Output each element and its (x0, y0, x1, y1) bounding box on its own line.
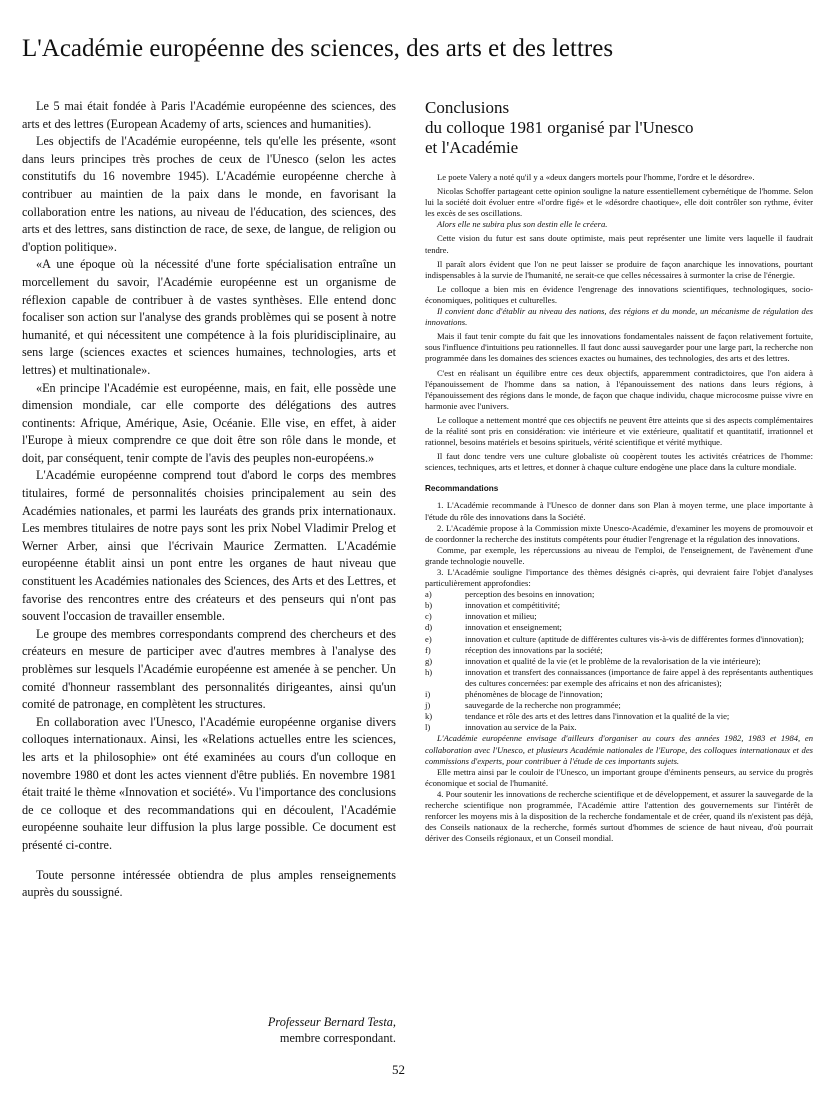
left-paragraph: «En principe l'Académie est européenne, mais, en fait, elle possède une dimension mondiale, car elle comporte des délégations des autres continents: Afrique, Amérique, Asie, Océanie. Elle vise, en effet, à aider l'Europe à mieux comprendre ce que doit être son rôle dans le monde, et doit, par conséquent, tenir compte de l'avis des peuples non-européens.» (22, 380, 396, 465)
list-item-letter: c) (425, 611, 432, 622)
signature (200, 1014, 396, 1046)
list-item-letter: b) (425, 600, 433, 611)
list-item (425, 667, 813, 689)
list-item-letter: d) (425, 622, 433, 633)
left-paragraph: L'Académie européenne comprend tout d'abord le corps des membres titulaires, formé de personnalités choisies principalement au sein des Académies nationales, et parmi les lauréats des grands prix internationaux. Les membres titulaires de notre pays sont les prix Nobel Vladimir Prelog et Werner Arber, ainsi que l'écrivain Maurice Zermatten. L'Académie européenne établit ainsi un pont entre les organes de haut niveau que constituent les Académies nationales des Sciences, des Arts et des Lettres, et favorise des rencontres entre des créateurs et des penseurs qui n'ont pas souvent l'occasion de travailler ensemble. (22, 468, 396, 624)
conclusions-paragraph: Alors elle ne subira plus son destin elle le créera. (437, 219, 608, 230)
conclusions-paragraph: Mais il faut tenir compte du fait que les innovations fondamentales naissent de façon relativement fortuite, sous l'influence d'intuitions peu rationnelles. Il faut donc aussi sauvegarder pour une large part, la recherche non programmée dans les domaines des sciences exactes ou humaines, des technologies, des arts et des lettres. (425, 331, 813, 364)
list-item-letter: a) (425, 589, 432, 600)
list-item (425, 700, 813, 711)
conclusions-paragraph: Il faut donc tendre vers une culture globaliste où coopèrent toutes les activités créatrices de l'homme: sciences, techniques, arts et lettres, et donner à chaque culture endogène une place dans la culture mondiale. (425, 451, 813, 473)
list-item-text: perception des besoins en innovation; (465, 589, 595, 600)
list-item-text: innovation et milieu; (465, 611, 537, 622)
conclusions-title-line: du colloque 1981 organisé par l'Unesco (425, 118, 694, 137)
recommendation-paragraph: 4. Pour soutenir les innovations de recherche scientifique et de développement, et assurer la sauvegarde de la recherche scientifique non programmée, l'Académie attire l'attention des gouvernements sur l'intérêt de renforcer les moyens mis à la disposition de la recherche fondamentale et de créer, quand ils n'existent pas déjà, des Conseils nationaux de la recherche, formés surtout d'hommes de science de haut niveau, d'où pourrait dériver des Conseils régionaux, et un Conseil mondial. (425, 788, 813, 844)
list-item-text: innovation et culture (aptitude de différentes cultures vis-à-vis de différentes formes d'innovation); (465, 633, 804, 644)
list-item-text: innovation et enseignement; (465, 622, 562, 633)
recommendation-paragraph: L'Académie européenne envisage d'ailleurs d'organiser au cours des années 1982, 1983 et 1984, en collaboration avec l'Unesco, et plusieurs Académie nationales de l'Europe, des colloques internationaux et des commissions d'experts, pour contribuer à l'étude de ces importants sujets. (425, 733, 813, 766)
left-paragraph: Les objectifs de l'Académie européenne, tels qu'elle les présente, «sont dans leurs principes très proches de ceux de l'Unesco (selon les actes constitutifs du 16 novembre 1945). L'Académie européenne cherche à contribuer au maintien de la paix dans le monde, en favorisant la collaboration entre les nations, au niveau de l'éducation, des sciences, des arts et des lettres, sans distinction de race, de sexe, de langue, de religion ou d'option politique». (22, 134, 396, 254)
conclusions-paragraph: Le poete Valery a noté qu'il y a «deux dangers mortels pour l'homme, l'ordre et le désordre». (437, 172, 755, 182)
left-column (22, 98, 396, 902)
conclusions-title-line: et l'Académie (425, 138, 519, 157)
signature-role: membre correspondant. (279, 1031, 396, 1045)
list-item-text: phénomènes de blocage de l'innovation; (465, 689, 603, 700)
list-item (425, 711, 813, 722)
list-item (425, 645, 813, 656)
list-item (425, 600, 813, 611)
list-item-letter: e) (425, 633, 432, 644)
themes-list (425, 589, 813, 733)
signature-name: Professeur Bernard Testa, (267, 1015, 396, 1029)
left-paragraph: En collaboration avec l'Unesco, l'Académie européenne organise divers colloques internationaux. Ainsi, les «Relations actuelles entre les sciences, les arts et la philosophie» ont été examinées au cours d'un colloque en novembre 1980 et dont les actes viennent d'être publiés. En novembre 1981 était traité le thème «Innovation et société». Vu l'importance des conclusions de ce colloque et des recommandations qui en découlent, l'Académie européenne souhaite leur diffusion la plus large possible. Ce document est présenté ci-contre. (22, 714, 396, 852)
conclusions-title (425, 98, 813, 158)
conclusions-paragraph: Il paraît alors évident que l'on ne peut laisser se produire de façon anarchique les innovations, pourtant indispensables à la survie de l'humanité, ne serait-ce que celles nécessaires à surmonter la crise de l'énergie. (425, 258, 813, 280)
conclusions-paragraph: Nicolas Schoffer partageant cette opinion souligne la nature essentiellement cybernétique de l'homme. Selon lui la société doit évoluer entre «l'ordre figé» et le «désordre chaotique», elle doit contrôler son rythme, éviter les excès de ses oscillations. (425, 186, 813, 219)
conclusions-paragraph: Il convient donc d'établir au niveau des nations, des régions et du monde, un mécanisme de régulation des innovations. (425, 306, 813, 328)
list-item (425, 722, 813, 733)
left-paragraph: «A une époque où la nécessité d'une forte spécialisation entraîne un morcellement du savoir, l'Académie européenne est un organisme de réflexion capable de contribuer à de vastes synthèses. Elle entend donc focaliser son action sur l'analyse des grands problèmes qui se posent à notre humanité, et qui nécessitent une compétence à la fois pluridisciplinaire, au sens large (sciences exactes et sciences humaines, technologies, arts et lettres) et multinationale». (22, 257, 396, 377)
list-item (425, 634, 813, 645)
page-number: 52 (392, 1062, 405, 1077)
list-item-letter: j) (425, 700, 431, 711)
list-item (425, 656, 813, 667)
list-item-text: réception des innovations par la société; (465, 644, 603, 655)
list-item-letter: f) (425, 644, 431, 655)
left-paragraph: Le 5 mai était fondée à Paris l'Académie européenne des sciences, des arts et des lettres (European Academy of arts, sciences and humanities). (22, 99, 396, 131)
list-item-text: innovation et transfert des connaissances (importance de faire appel à des représentants authentiques des cultures concernées: par exemple des africains et non des africanistes); (465, 666, 813, 688)
list-item-letter: i) (425, 689, 431, 700)
left-paragraph: Toute personne intéressée obtiendra de plus amples renseignements auprès du soussigné. (22, 867, 396, 900)
list-item (425, 622, 813, 633)
recommendations-heading: Recommandations (425, 484, 499, 494)
list-item-text: innovation et qualité de la vie (et le problème de la revalorisation de la vie intérieure); (465, 655, 761, 666)
right-column (425, 98, 813, 844)
list-item-letter: k) (425, 711, 433, 722)
page-title: L'Académie européenne des sciences, des arts et des lettres (22, 35, 614, 62)
conclusions-paragraph: Le colloque a bien mis en évidence l'engrenage des innovations scientifiques, technologiques, socio-économiques, politiques et culturelles. (425, 283, 813, 305)
conclusions-paragraph: Cette vision du futur est sans doute optimiste, mais peut représenter une limite vers laquelle il faudrait tendre. (425, 233, 813, 255)
recommendation-paragraph: Comme, par exemple, les répercussions au niveau de l'emploi, de l'enseignement, de l'avènement d'une grande technologie nouvelle. (425, 544, 813, 566)
list-item-text: innovation et compétitivité; (465, 600, 560, 611)
conclusions-paragraph: C'est en réalisant un équilibre entre ces deux objectifs, apparemment contradictoires, que l'on aidera à l'épanouissement de l'homme dans sa nation, à l'épanouissement des nations dans leurs régions, à l'épanouissement des régions dans le monde, de façon que chaque individu, chaque microcosme puisse vivre en harmonie avec l'univers. (425, 367, 813, 411)
list-item-text: innovation au service de la Paix. (465, 722, 577, 733)
list-item (425, 611, 813, 622)
list-item-letter: g) (425, 655, 433, 666)
recommendation-paragraph: 3. L'Académie souligne l'importance des thèmes désignés ci-après, qui devraient faire l'objet d'analyses particulièrement approfondies: (425, 567, 813, 589)
recommendation-paragraph: 2. L'Académie propose à la Commission mixte Unesco-Académie, d'examiner les moyens de promouvoir et de coordonner la recherche des instituts compétents pour étudier l'engrenage et la régulation des innovations. (425, 522, 813, 544)
list-item (425, 689, 813, 700)
list-item-text: sauvegarde de la recherche non programmée; (465, 700, 621, 711)
left-paragraph: Le groupe des membres correspondants comprend des chercheurs et des créateurs en mesure de participer avec d'autres membres à l'analyse des problèmes sur lesquels l'Académie européenne est amenée à se pencher. Un comité d'honneur rassemblant des personnalités dirigeantes, ainsi qu'un comité de patronage, en complètent les structures. (22, 626, 396, 712)
list-item-letter: l) (425, 722, 431, 733)
recommendation-paragraph: Elle mettra ainsi par le couloir de l'Unesco, un important groupe d'éminents penseurs, au service du progrès économique et social de l'humanité. (425, 766, 813, 788)
list-item-text: tendance et rôle des arts et des lettres dans l'innovation et la qualité de la vie; (465, 711, 730, 722)
list-item (425, 589, 813, 600)
recommendation-paragraph: 1. L'Académie recommande à l'Unesco de donner dans son Plan à moyen terme, une place importante à l'étude du rôle des innovations dans la Société. (425, 500, 813, 522)
list-item-letter: h) (425, 666, 433, 677)
conclusions-paragraph: Le colloque a nettement montré que ces objectifs ne peuvent être atteints que si des aspects complémentaires de la réalité sont pris en considération: vie intérieure et vie extérieure, qualitatif et quantitatif, irrationnel et rationnel, besoins matériels et besoins spirituels, vérité scientifique et vérité mythique. (425, 414, 813, 448)
conclusions-title-line: Conclusions (425, 98, 510, 117)
